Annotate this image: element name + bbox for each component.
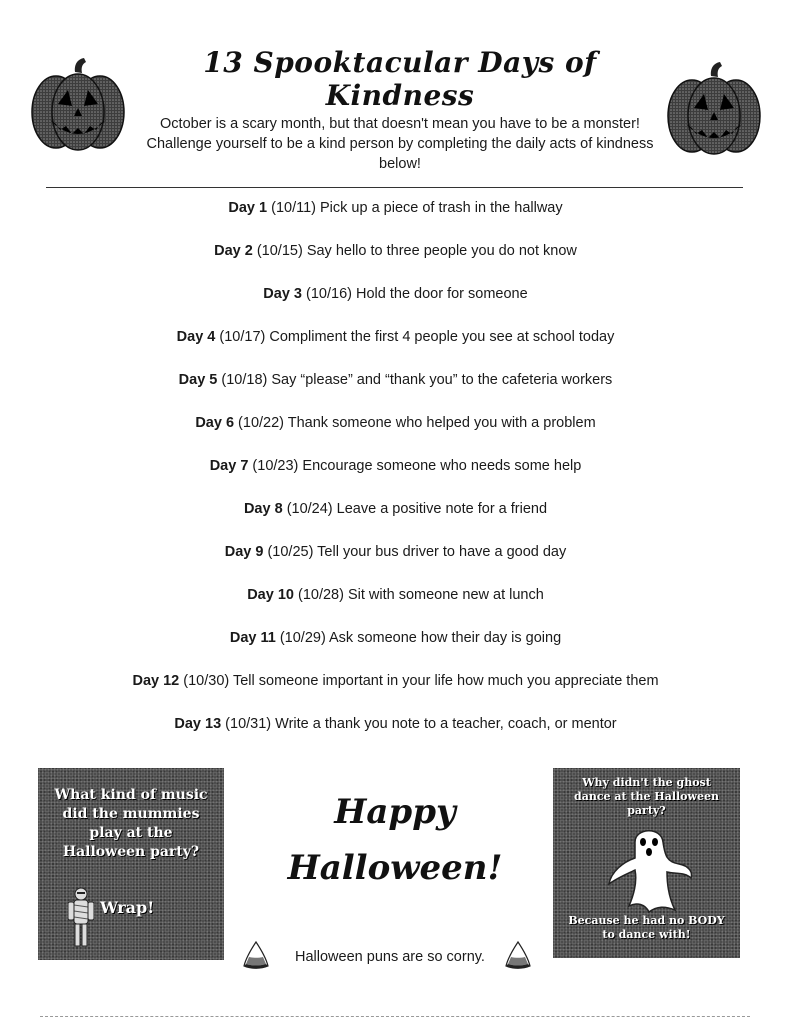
jack-o-lantern-icon (664, 58, 764, 158)
day-text: (10/18) Say “please” and “thank you” to the cafeteria workers (221, 372, 613, 388)
day-label: Day 3 (263, 286, 302, 302)
day-text: (10/29) Ask someone how their day is going (279, 630, 562, 646)
day-text: (10/17) Compliment the first 4 people you see at school today (219, 329, 615, 345)
candy-corn-icon (241, 940, 271, 970)
day-item (0, 327, 791, 370)
day-item (0, 542, 791, 585)
day-label: Day 7 (209, 458, 249, 474)
happy-halloween-greeting (280, 784, 510, 896)
mummy-joke-box (38, 768, 224, 960)
joke-answer: Wrap! (100, 898, 155, 917)
jack-o-lantern-icon (28, 54, 128, 154)
day-text: (10/23) Encourage someone who needs some help (252, 458, 582, 474)
day-item (0, 198, 791, 241)
ghost-joke-box (553, 768, 740, 958)
day-item (0, 714, 791, 757)
day-label: Day 6 (195, 415, 235, 431)
footer-note: Halloween puns are so corny. (295, 949, 485, 965)
day-item (0, 456, 791, 499)
day-label: Day 1 (228, 200, 268, 216)
day-label: Day 5 (178, 372, 218, 388)
day-label: Day 11 (229, 630, 276, 646)
day-item (0, 671, 791, 714)
day-item (0, 241, 791, 284)
day-text: (10/28) Sit with someone new at lunch (297, 587, 544, 603)
bottom-rule (40, 1016, 750, 1017)
day-text: (10/16) Hold the door for someone (306, 286, 528, 302)
day-text: (10/15) Say hello to three people you do not know (256, 243, 577, 259)
day-item (0, 628, 791, 671)
joke-question: Why didn't the ghost dance at the Halloween party? (574, 776, 719, 817)
day-label: Day 10 (247, 587, 294, 603)
day-item (0, 413, 791, 456)
day-item (0, 284, 791, 327)
day-text: (10/31) Write a thank you note to a teacher, coach, or mentor (225, 716, 617, 732)
day-item (0, 499, 791, 542)
day-item (0, 370, 791, 413)
ghost-icon (605, 822, 695, 918)
day-item (0, 585, 791, 628)
day-label: Day 2 (214, 243, 253, 259)
day-text: (10/22) Thank someone who helped you with a problem (238, 415, 596, 431)
day-label: Day 13 (174, 716, 222, 732)
candy-corn-icon (503, 940, 533, 970)
mummy-icon (68, 886, 94, 948)
joke-answer: Because he had no BODY to dance with! (568, 914, 725, 941)
day-text: (10/11) Pick up a piece of trash in the hallway (271, 200, 563, 216)
day-label: Day 12 (132, 673, 180, 689)
greeting-line: Halloween! (287, 848, 503, 888)
day-label: Day 9 (224, 544, 264, 560)
page-title: 13 Spooktacular Days of Kindness (203, 46, 597, 112)
joke-question: What kind of music did the mummies play at the Halloween party? (54, 787, 208, 860)
day-label: Day 4 (176, 329, 216, 345)
day-text: (10/24) Leave a positive note for a friend (286, 501, 548, 517)
intro-paragraph: October is a scary month, but that doesn't mean you have to be a monster! Challenge yourself to be a kind person by completing the daily acts of kindness below! (146, 116, 654, 172)
day-list (0, 198, 791, 757)
day-text: (10/30) Tell someone important in your life how much you appreciate them (183, 673, 659, 689)
greeting-line: Happy (334, 792, 456, 832)
divider (46, 187, 743, 188)
day-text: (10/25) Tell your bus driver to have a good day (267, 544, 567, 560)
day-label: Day 8 (243, 501, 283, 517)
